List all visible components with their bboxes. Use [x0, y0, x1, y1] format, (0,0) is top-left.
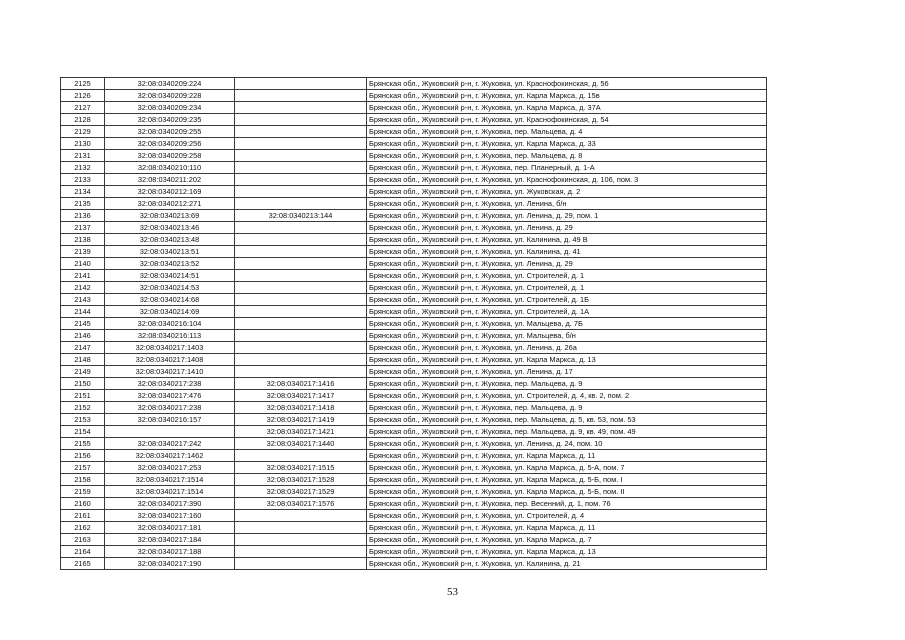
table-row — [61, 426, 767, 438]
premises-cadastral-number-cell — [235, 366, 367, 378]
premises-cadastral-number-cell — [235, 90, 367, 102]
table-row — [61, 186, 767, 198]
row-number-cell: 2137 — [61, 222, 105, 234]
premises-cadastral-number-cell: 32:08:0340217:1576 — [235, 498, 367, 510]
cadastral-number-cell: 32:08:0340217:1410 — [105, 366, 235, 378]
cadastral-number-cell: 32:08:0340209:235 — [105, 114, 235, 126]
premises-cadastral-number-cell — [235, 186, 367, 198]
address-cell: Брянская обл., Жуковский р-н, г. Жуковка, ул. Калинина, д. 49 В — [367, 234, 767, 246]
table-row — [61, 234, 767, 246]
row-number-cell: 2131 — [61, 150, 105, 162]
row-number-cell: 2128 — [61, 114, 105, 126]
row-number-cell: 2153 — [61, 414, 105, 426]
cadastral-number-cell: 32:08:0340213:46 — [105, 222, 235, 234]
cadastral-number-cell: 32:08:0340209:256 — [105, 138, 235, 150]
table-row — [61, 162, 767, 174]
table-row — [61, 258, 767, 270]
property-table — [60, 77, 767, 570]
cadastral-number-cell: 32:08:0340216:104 — [105, 318, 235, 330]
cadastral-number-cell: 32:08:0340217:188 — [105, 546, 235, 558]
table-row — [61, 510, 767, 522]
row-number-cell: 2134 — [61, 186, 105, 198]
address-cell: Брянская обл., Жуковский р-н, г. Жуковка, ул. Карла Маркса, д. 5-Б, пом. II — [367, 486, 767, 498]
row-number-cell: 2154 — [61, 426, 105, 438]
row-number-cell: 2164 — [61, 546, 105, 558]
table-row — [61, 150, 767, 162]
row-number-cell: 2141 — [61, 270, 105, 282]
table-row — [61, 498, 767, 510]
cadastral-number-cell: 32:08:0340216:157 — [105, 414, 235, 426]
row-number-cell: 2149 — [61, 366, 105, 378]
premises-cadastral-number-cell — [235, 330, 367, 342]
table-row — [61, 210, 767, 222]
cadastral-number-cell: 32:08:0340210:110 — [105, 162, 235, 174]
row-number-cell: 2155 — [61, 438, 105, 450]
premises-cadastral-number-cell: 32:08:0340217:1515 — [235, 462, 367, 474]
address-cell: Брянская обл., Жуковский р-н, г. Жуковка, ул. Ленина, д. 29 — [367, 258, 767, 270]
premises-cadastral-number-cell — [235, 558, 367, 570]
row-number-cell: 2158 — [61, 474, 105, 486]
row-number-cell: 2142 — [61, 282, 105, 294]
address-cell: Брянская обл., Жуковский р-н, г. Жуковка, ул. Ленина, д. 29, пом. 1 — [367, 210, 767, 222]
address-cell: Брянская обл., Жуковский р-н, г. Жуковка, ул. Строителей, д. 1 — [367, 282, 767, 294]
table-body — [61, 78, 767, 570]
row-number-cell: 2147 — [61, 342, 105, 354]
premises-cadastral-number-cell — [235, 342, 367, 354]
address-cell: Брянская обл., Жуковский р-н, г. Жуковка, ул. Карла Маркса, д. 37А — [367, 102, 767, 114]
row-number-cell: 2157 — [61, 462, 105, 474]
table-row — [61, 198, 767, 210]
table-row — [61, 246, 767, 258]
premises-cadastral-number-cell — [235, 294, 367, 306]
premises-cadastral-number-cell — [235, 522, 367, 534]
address-cell: Брянская обл., Жуковский р-н, г. Жуковка, ул. Карла Маркса, д. 13 — [367, 354, 767, 366]
cadastral-number-cell: 32:08:0340217:476 — [105, 390, 235, 402]
premises-cadastral-number-cell — [235, 510, 367, 522]
table-row — [61, 462, 767, 474]
row-number-cell: 2130 — [61, 138, 105, 150]
address-cell: Брянская обл., Жуковский р-н, г. Жуковка, ул. Краснофокинская, д. 106, пом. 3 — [367, 174, 767, 186]
table-row — [61, 78, 767, 90]
cadastral-number-cell: 32:08:0340212:169 — [105, 186, 235, 198]
premises-cadastral-number-cell — [235, 198, 367, 210]
address-cell: Брянская обл., Жуковский р-н, г. Жуковка, пер. Мальцева, д. 8 — [367, 150, 767, 162]
cadastral-number-cell: 32:08:0340217:390 — [105, 498, 235, 510]
row-number-cell: 2161 — [61, 510, 105, 522]
premises-cadastral-number-cell — [235, 318, 367, 330]
premises-cadastral-number-cell — [235, 282, 367, 294]
table-row — [61, 366, 767, 378]
table-row — [61, 102, 767, 114]
premises-cadastral-number-cell — [235, 222, 367, 234]
address-cell: Брянская обл., Жуковский р-н, г. Жуковка, пер. Планерный, д. 1-А — [367, 162, 767, 174]
premises-cadastral-number-cell: 32:08:0340217:1440 — [235, 438, 367, 450]
cadastral-number-cell: 32:08:0340214:53 — [105, 282, 235, 294]
table-row — [61, 558, 767, 570]
premises-cadastral-number-cell — [235, 450, 367, 462]
address-cell: Брянская обл., Жуковский р-н, г. Жуковка, ул. Ленина, д. 24, пом. 10 — [367, 438, 767, 450]
table-row — [61, 378, 767, 390]
address-cell: Брянская обл., Жуковский р-н, г. Жуковка, ул. Калинина, д. 41 — [367, 246, 767, 258]
address-cell: Брянская обл., Жуковский р-н, г. Жуковка, пер. Весенний, д. 1, пом. 76 — [367, 498, 767, 510]
cadastral-number-cell: 32:08:0340217:184 — [105, 534, 235, 546]
premises-cadastral-number-cell — [235, 246, 367, 258]
address-cell: Брянская обл., Жуковский р-н, г. Жуковка, пер. Мальцева, д. 9 — [367, 402, 767, 414]
address-cell: Брянская обл., Жуковский р-н, г. Жуковка, ул. Ленина, д. 17 — [367, 366, 767, 378]
premises-cadastral-number-cell: 32:08:0340217:1417 — [235, 390, 367, 402]
address-cell: Брянская обл., Жуковский р-н, г. Жуковка, ул. Строителей, д. 4 — [367, 510, 767, 522]
cadastral-number-cell: 32:08:0340217:1462 — [105, 450, 235, 462]
premises-cadastral-number-cell — [235, 354, 367, 366]
row-number-cell: 2145 — [61, 318, 105, 330]
premises-cadastral-number-cell — [235, 126, 367, 138]
row-number-cell: 2139 — [61, 246, 105, 258]
premises-cadastral-number-cell: 32:08:0340217:1528 — [235, 474, 367, 486]
table-row — [61, 342, 767, 354]
address-cell: Брянская обл., Жуковский р-н, г. Жуковка, ул. Карла Маркса, д. 33 — [367, 138, 767, 150]
premises-cadastral-number-cell — [235, 270, 367, 282]
address-cell: Брянская обл., Жуковский р-н, г. Жуковка, ул. Карла Маркса, д. 15в — [367, 90, 767, 102]
address-cell: Брянская обл., Жуковский р-н, г. Жуковка, ул. Карла Маркса, д. 5-А, пом. 7 — [367, 462, 767, 474]
cadastral-number-cell: 32:08:0340216:113 — [105, 330, 235, 342]
table-row — [61, 486, 767, 498]
table-row — [61, 450, 767, 462]
cadastral-number-cell: 32:08:0340217:160 — [105, 510, 235, 522]
premises-cadastral-number-cell: 32:08:0340217:1416 — [235, 378, 367, 390]
premises-cadastral-number-cell — [235, 306, 367, 318]
address-cell: Брянская обл., Жуковский р-н, г. Жуковка, ул. Карла Маркса, д. 11 — [367, 522, 767, 534]
address-cell: Брянская обл., Жуковский р-н, г. Жуковка, ул. Карла Маркса, д. 5-Б, пом. I — [367, 474, 767, 486]
row-number-cell: 2151 — [61, 390, 105, 402]
address-cell: Брянская обл., Жуковский р-н, г. Жуковка, ул. Ленина, д. 29 — [367, 222, 767, 234]
address-cell: Брянская обл., Жуковский р-н, г. Жуковка, ул. Строителей, д. 1 — [367, 270, 767, 282]
cadastral-number-cell: 32:08:0340217:190 — [105, 558, 235, 570]
row-number-cell: 2133 — [61, 174, 105, 186]
address-cell: Брянская обл., Жуковский р-н, г. Жуковка, ул. Мальцева, д. 7Б — [367, 318, 767, 330]
cadastral-number-cell: 32:08:0340217:238 — [105, 378, 235, 390]
address-cell: Брянская обл., Жуковский р-н, г. Жуковка, пер. Мальцева, д. 4 — [367, 126, 767, 138]
row-number-cell: 2150 — [61, 378, 105, 390]
address-cell: Брянская обл., Жуковский р-н, г. Жуковка, ул. Строителей, д. 4, кв. 2, пом. 2 — [367, 390, 767, 402]
row-number-cell: 2138 — [61, 234, 105, 246]
row-number-cell: 2162 — [61, 522, 105, 534]
cadastral-number-cell: 32:08:0340214:69 — [105, 306, 235, 318]
cadastral-number-cell: 32:08:0340214:51 — [105, 270, 235, 282]
cadastral-number-cell: 32:08:0340217:242 — [105, 438, 235, 450]
row-number-cell: 2165 — [61, 558, 105, 570]
table-row — [61, 414, 767, 426]
cadastral-number-cell: 32:08:0340213:52 — [105, 258, 235, 270]
premises-cadastral-number-cell — [235, 138, 367, 150]
row-number-cell: 2144 — [61, 306, 105, 318]
cadastral-number-cell: 32:08:0340209:234 — [105, 102, 235, 114]
table-row — [61, 330, 767, 342]
row-number-cell: 2125 — [61, 78, 105, 90]
cadastral-number-cell: 32:08:0340217:1514 — [105, 474, 235, 486]
table-row — [61, 138, 767, 150]
premises-cadastral-number-cell — [235, 162, 367, 174]
table-row — [61, 222, 767, 234]
table-row — [61, 318, 767, 330]
cadastral-number-cell: 32:08:0340214:68 — [105, 294, 235, 306]
cadastral-number-cell: 32:08:0340209:258 — [105, 150, 235, 162]
cadastral-number-cell: 32:08:0340212:271 — [105, 198, 235, 210]
row-number-cell: 2146 — [61, 330, 105, 342]
table-row — [61, 306, 767, 318]
row-number-cell: 2148 — [61, 354, 105, 366]
row-number-cell: 2126 — [61, 90, 105, 102]
cadastral-number-cell: 32:08:0340209:255 — [105, 126, 235, 138]
cadastral-number-cell: 32:08:0340211:202 — [105, 174, 235, 186]
row-number-cell: 2136 — [61, 210, 105, 222]
table-row — [61, 438, 767, 450]
address-cell: Брянская обл., Жуковский р-н, г. Жуковка, ул. Строителей, д. 1А — [367, 306, 767, 318]
premises-cadastral-number-cell: 32:08:0340217:1418 — [235, 402, 367, 414]
address-cell: Брянская обл., Жуковский р-н, г. Жуковка, пер. Мальцева, д. 9 — [367, 378, 767, 390]
row-number-cell: 2140 — [61, 258, 105, 270]
row-number-cell: 2127 — [61, 102, 105, 114]
premises-cadastral-number-cell: 32:08:0340217:1529 — [235, 486, 367, 498]
table-row — [61, 282, 767, 294]
row-number-cell: 2135 — [61, 198, 105, 210]
address-cell: Брянская обл., Жуковский р-н, г. Жуковка, пер. Мальцева, д. 5, кв. 53, пом. 53 — [367, 414, 767, 426]
cadastral-number-cell: 32:08:0340209:224 — [105, 78, 235, 90]
row-number-cell: 2143 — [61, 294, 105, 306]
table-row — [61, 294, 767, 306]
premises-cadastral-number-cell — [235, 102, 367, 114]
address-cell: Брянская обл., Жуковский р-н, г. Жуковка, ул. Карла Маркса, д. 13 — [367, 546, 767, 558]
page-number: 53 — [447, 586, 458, 598]
address-cell: Брянская обл., Жуковский р-н, г. Жуковка, ул. Ленина, б/н — [367, 198, 767, 210]
address-cell: Брянская обл., Жуковский р-н, г. Жуковка, ул. Калинина, д. 21 — [367, 558, 767, 570]
cadastral-number-cell — [105, 426, 235, 438]
table-row — [61, 90, 767, 102]
cadastral-number-cell: 32:08:0340213:51 — [105, 246, 235, 258]
address-cell: Брянская обл., Жуковский р-н, г. Жуковка, пер. Мальцева, д. 9, кв. 49, пом. 49 — [367, 426, 767, 438]
cadastral-number-cell: 32:08:0340217:1403 — [105, 342, 235, 354]
table-row — [61, 126, 767, 138]
cadastral-number-cell: 32:08:0340217:1514 — [105, 486, 235, 498]
premises-cadastral-number-cell — [235, 78, 367, 90]
address-cell: Брянская обл., Жуковский р-н, г. Жуковка, ул. Краснофокинская, д. 56 — [367, 78, 767, 90]
row-number-cell: 2129 — [61, 126, 105, 138]
premises-cadastral-number-cell — [235, 546, 367, 558]
table-row — [61, 402, 767, 414]
row-number-cell: 2163 — [61, 534, 105, 546]
address-cell: Брянская обл., Жуковский р-н, г. Жуковка, ул. Ленина, д. 26а — [367, 342, 767, 354]
cadastral-number-cell: 32:08:0340213:48 — [105, 234, 235, 246]
table-row — [61, 522, 767, 534]
cadastral-number-cell: 32:08:0340209:228 — [105, 90, 235, 102]
premises-cadastral-number-cell — [235, 534, 367, 546]
premises-cadastral-number-cell — [235, 234, 367, 246]
table-row — [61, 390, 767, 402]
premises-cadastral-number-cell — [235, 150, 367, 162]
table-row — [61, 534, 767, 546]
premises-cadastral-number-cell: 32:08:0340217:1421 — [235, 426, 367, 438]
cadastral-number-cell: 32:08:0340213:69 — [105, 210, 235, 222]
table-row — [61, 546, 767, 558]
cadastral-number-cell: 32:08:0340217:181 — [105, 522, 235, 534]
premises-cadastral-number-cell — [235, 114, 367, 126]
table-row — [61, 354, 767, 366]
address-cell: Брянская обл., Жуковский р-н, г. Жуковка, ул. Жуковская, д. 2 — [367, 186, 767, 198]
table-row — [61, 114, 767, 126]
cadastral-number-cell: 32:08:0340217:253 — [105, 462, 235, 474]
premises-cadastral-number-cell — [235, 258, 367, 270]
row-number-cell: 2132 — [61, 162, 105, 174]
address-cell: Брянская обл., Жуковский р-н, г. Жуковка, ул. Мальцева, б/н — [367, 330, 767, 342]
address-cell: Брянская обл., Жуковский р-н, г. Жуковка, ул. Краснофокинская, д. 54 — [367, 114, 767, 126]
address-cell: Брянская обл., Жуковский р-н, г. Жуковка, ул. Карла Маркса, д. 7 — [367, 534, 767, 546]
table-row — [61, 474, 767, 486]
cadastral-number-cell: 32:08:0340217:1408 — [105, 354, 235, 366]
row-number-cell: 2152 — [61, 402, 105, 414]
premises-cadastral-number-cell — [235, 174, 367, 186]
address-cell: Брянская обл., Жуковский р-н, г. Жуковка, ул. Строителей, д. 1Б — [367, 294, 767, 306]
premises-cadastral-number-cell: 32:08:0340213:144 — [235, 210, 367, 222]
table-row — [61, 174, 767, 186]
table-row — [61, 270, 767, 282]
row-number-cell: 2160 — [61, 498, 105, 510]
row-number-cell: 2159 — [61, 486, 105, 498]
row-number-cell: 2156 — [61, 450, 105, 462]
cadastral-number-cell: 32:08:0340217:238 — [105, 402, 235, 414]
premises-cadastral-number-cell: 32:08:0340217:1419 — [235, 414, 367, 426]
address-cell: Брянская обл., Жуковский р-н, г. Жуковка, ул. Карла Маркса, д. 11 — [367, 450, 767, 462]
